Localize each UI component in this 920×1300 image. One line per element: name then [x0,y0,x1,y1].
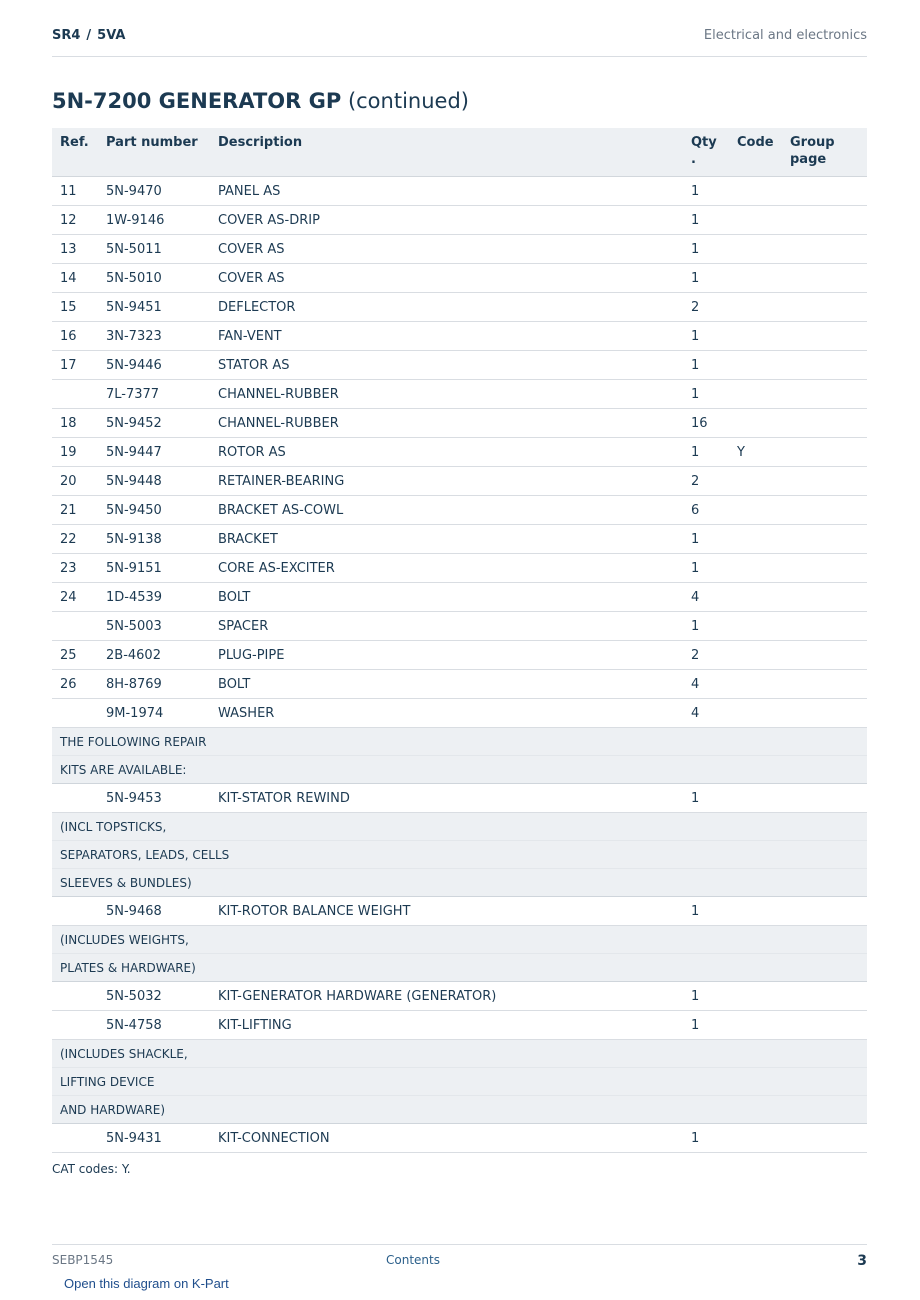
group-page-cell [782,670,867,699]
qty-cell: 1 [683,525,729,554]
code-cell [729,322,782,351]
table-row [52,784,867,813]
table-row [52,554,867,583]
group-page-cell [782,699,867,728]
part-number-cell: 5N-9450 [98,496,210,525]
qty-cell: 4 [683,699,729,728]
code-cell [729,409,782,438]
qty-cell: 1 [683,380,729,409]
table-row [52,525,867,554]
table-row [52,177,867,206]
ref-cell [52,784,98,813]
table-row [52,699,867,728]
table-row [52,380,867,409]
table-row [52,897,867,926]
note-text: PLATES & HARDWARE) [52,954,867,982]
code-cell [729,1011,782,1040]
code-cell [729,293,782,322]
group-page-cell [782,438,867,467]
parts-table [52,128,867,1153]
description-cell: FAN-VENT [210,322,683,351]
header-group-page: Group page [782,128,867,177]
part-number-cell: 2B-4602 [98,641,210,670]
open-diagram-link[interactable]: Open this diagram on K-Part [64,1276,229,1291]
part-number-cell: 5N-5032 [98,982,210,1011]
description-cell: DEFLECTOR [210,293,683,322]
description-cell: KIT-GENERATOR HARDWARE (GENERATOR) [210,982,683,1011]
ref-cell: 15 [52,293,98,322]
description-cell: KIT-STATOR REWIND [210,784,683,813]
ref-cell [52,699,98,728]
code-cell [729,583,782,612]
group-page-cell [782,1124,867,1153]
ref-cell [52,380,98,409]
table-row [52,293,867,322]
table-row [52,467,867,496]
description-cell: KIT-LIFTING [210,1011,683,1040]
table-row [52,641,867,670]
code-cell [729,380,782,409]
qty-cell: 1 [683,784,729,813]
group-page-cell [782,982,867,1011]
part-number-cell: 9M-1974 [98,699,210,728]
description-cell: COVER AS [210,264,683,293]
note-text: LIFTING DEVICE [52,1068,867,1096]
ref-cell: 21 [52,496,98,525]
qty-cell: 2 [683,293,729,322]
group-page-cell [782,467,867,496]
header-qty: Qty . [683,128,729,177]
arrangement-label: 5VA [97,28,126,43]
qty-cell: 4 [683,583,729,612]
description-cell: COVER AS [210,235,683,264]
part-number-cell: 5N-5010 [98,264,210,293]
table-row [52,438,867,467]
ref-cell [52,897,98,926]
qty-cell: 1 [683,1124,729,1153]
table-row [52,612,867,641]
header-part-number: Part number [98,128,210,177]
group-page-cell [782,351,867,380]
note-text: SLEEVES & BUNDLES) [52,869,867,897]
group-page-cell [782,525,867,554]
table-row [52,583,867,612]
ref-cell: 24 [52,583,98,612]
code-cell [729,699,782,728]
part-number-cell: 5N-9138 [98,525,210,554]
table-row [52,409,867,438]
part-number-cell: 5N-5003 [98,612,210,641]
header-code: Code [729,128,782,177]
model-label: SR4 [52,28,81,43]
ref-cell: 16 [52,322,98,351]
page-title [52,89,469,113]
code-cell [729,784,782,813]
contents-link[interactable]: Contents [386,1253,440,1267]
qty-cell: 1 [683,554,729,583]
part-number-cell: 5N-9470 [98,177,210,206]
description-cell: CHANNEL-RUBBER [210,409,683,438]
group-page-cell [782,293,867,322]
ref-cell: 26 [52,670,98,699]
table-row [52,496,867,525]
table-row [52,264,867,293]
ref-cell: 18 [52,409,98,438]
part-number-cell: 8H-8769 [98,670,210,699]
breadcrumb [52,28,125,43]
qty-cell: 1 [683,897,729,926]
note-text: SEPARATORS, LEADS, CELLS [52,841,867,869]
part-number-cell: 5N-9447 [98,438,210,467]
code-cell [729,554,782,583]
part-number-cell: 5N-5011 [98,235,210,264]
part-number-cell: 1D-4539 [98,583,210,612]
group-page-cell [782,554,867,583]
description-cell: RETAINER-BEARING [210,467,683,496]
ref-cell: 11 [52,177,98,206]
ref-cell: 17 [52,351,98,380]
code-cell [729,982,782,1011]
note-text: KITS ARE AVAILABLE: [52,756,867,784]
breadcrumb-separator: / [86,28,92,43]
group-page-cell [782,612,867,641]
qty-cell: 1 [683,235,729,264]
note-row [52,869,867,897]
group-page-cell [782,235,867,264]
qty-cell: 1 [683,206,729,235]
description-cell: SPACER [210,612,683,641]
description-cell: WASHER [210,699,683,728]
ref-cell [52,1011,98,1040]
part-number-cell: 5N-9451 [98,293,210,322]
ref-cell: 13 [52,235,98,264]
ref-cell: 19 [52,438,98,467]
code-cell [729,177,782,206]
note-row [52,813,867,841]
table-row [52,670,867,699]
qty-cell: 1 [683,438,729,467]
code-cell [729,206,782,235]
part-number-cell: 5N-9446 [98,351,210,380]
part-number-cell: 5N-9151 [98,554,210,583]
description-cell: PANEL AS [210,177,683,206]
group-page-cell [782,206,867,235]
qty-cell: 1 [683,982,729,1011]
description-cell: KIT-CONNECTION [210,1124,683,1153]
table-row [52,322,867,351]
note-row [52,728,867,756]
note-row [52,1068,867,1096]
part-number-cell: 3N-7323 [98,322,210,351]
description-cell: BRACKET AS-COWL [210,496,683,525]
description-cell: BRACKET [210,525,683,554]
note-text: (INCLUDES SHACKLE, [52,1040,867,1068]
group-page-cell [782,784,867,813]
part-number-cell: 5N-9453 [98,784,210,813]
qty-cell: 6 [683,496,729,525]
code-cell [729,496,782,525]
group-page-cell [782,409,867,438]
qty-cell: 1 [683,264,729,293]
description-cell: BOLT [210,583,683,612]
code-cell [729,264,782,293]
table-row [52,351,867,380]
qty-cell: 2 [683,641,729,670]
note-text: THE FOLLOWING REPAIR [52,728,867,756]
code-cell [729,351,782,380]
group-page-cell [782,641,867,670]
note-row [52,1096,867,1124]
document-id: SEBP1545 [52,1253,114,1267]
note-text: (INCL TOPSTICKS, [52,813,867,841]
qty-cell: 1 [683,351,729,380]
group-page-cell [782,177,867,206]
page-header [52,28,867,57]
ref-cell: 20 [52,467,98,496]
note-row [52,756,867,784]
table-row [52,1011,867,1040]
code-cell [729,235,782,264]
description-cell: STATOR AS [210,351,683,380]
qty-cell: 4 [683,670,729,699]
header-ref: Ref. [52,128,98,177]
part-number-cell: 7L-7377 [98,380,210,409]
note-row [52,926,867,954]
note-text: AND HARDWARE) [52,1096,867,1124]
code-cell [729,641,782,670]
group-page-cell [782,264,867,293]
note-row [52,841,867,869]
ref-cell: 12 [52,206,98,235]
table-row [52,235,867,264]
note-text: (INCLUDES WEIGHTS, [52,926,867,954]
header-description: Description [210,128,683,177]
part-number-cell: 5N-9448 [98,467,210,496]
part-number-cell: 5N-9468 [98,897,210,926]
part-number-cell: 5N-9452 [98,409,210,438]
group-page-cell [782,496,867,525]
description-cell: COVER AS-DRIP [210,206,683,235]
ref-cell [52,1124,98,1153]
ref-cell: 23 [52,554,98,583]
qty-cell: 16 [683,409,729,438]
group-page-cell [782,322,867,351]
part-number-cell: 1W-9146 [98,206,210,235]
ref-cell: 25 [52,641,98,670]
group-page-cell [782,897,867,926]
parts-table-body [52,177,867,1153]
qty-cell: 1 [683,612,729,641]
code-cell [729,897,782,926]
code-cell: Y [729,438,782,467]
description-cell: ROTOR AS [210,438,683,467]
qty-cell: 2 [683,467,729,496]
page-title-suffix: (continued) [347,89,469,113]
code-cell [729,525,782,554]
group-page-cell [782,1011,867,1040]
part-number-cell: 5N-4758 [98,1011,210,1040]
table-row [52,1124,867,1153]
qty-cell: 1 [683,1011,729,1040]
cat-codes-note: CAT codes: Y. [52,1162,131,1176]
part-number-cell: 5N-9431 [98,1124,210,1153]
table-header-row [52,128,867,177]
ref-cell [52,982,98,1011]
code-cell [729,670,782,699]
qty-cell: 1 [683,322,729,351]
page-footer [52,1244,867,1269]
code-cell [729,612,782,641]
ref-cell: 14 [52,264,98,293]
description-cell: CHANNEL-RUBBER [210,380,683,409]
description-cell: PLUG-PIPE [210,641,683,670]
ref-cell [52,612,98,641]
table-row [52,206,867,235]
ref-cell: 22 [52,525,98,554]
table-row [52,982,867,1011]
group-page-cell [782,583,867,612]
note-row [52,954,867,982]
description-cell: KIT-ROTOR BALANCE WEIGHT [210,897,683,926]
description-cell: BOLT [210,670,683,699]
code-cell [729,467,782,496]
note-row [52,1040,867,1068]
section-label: Electrical and electronics [703,28,867,43]
code-cell [729,1124,782,1153]
page-title-main: 5N-7200 GENERATOR GP [52,89,342,113]
group-page-cell [782,380,867,409]
qty-cell: 1 [683,177,729,206]
page-number: 3 [857,1253,867,1269]
description-cell: CORE AS-EXCITER [210,554,683,583]
